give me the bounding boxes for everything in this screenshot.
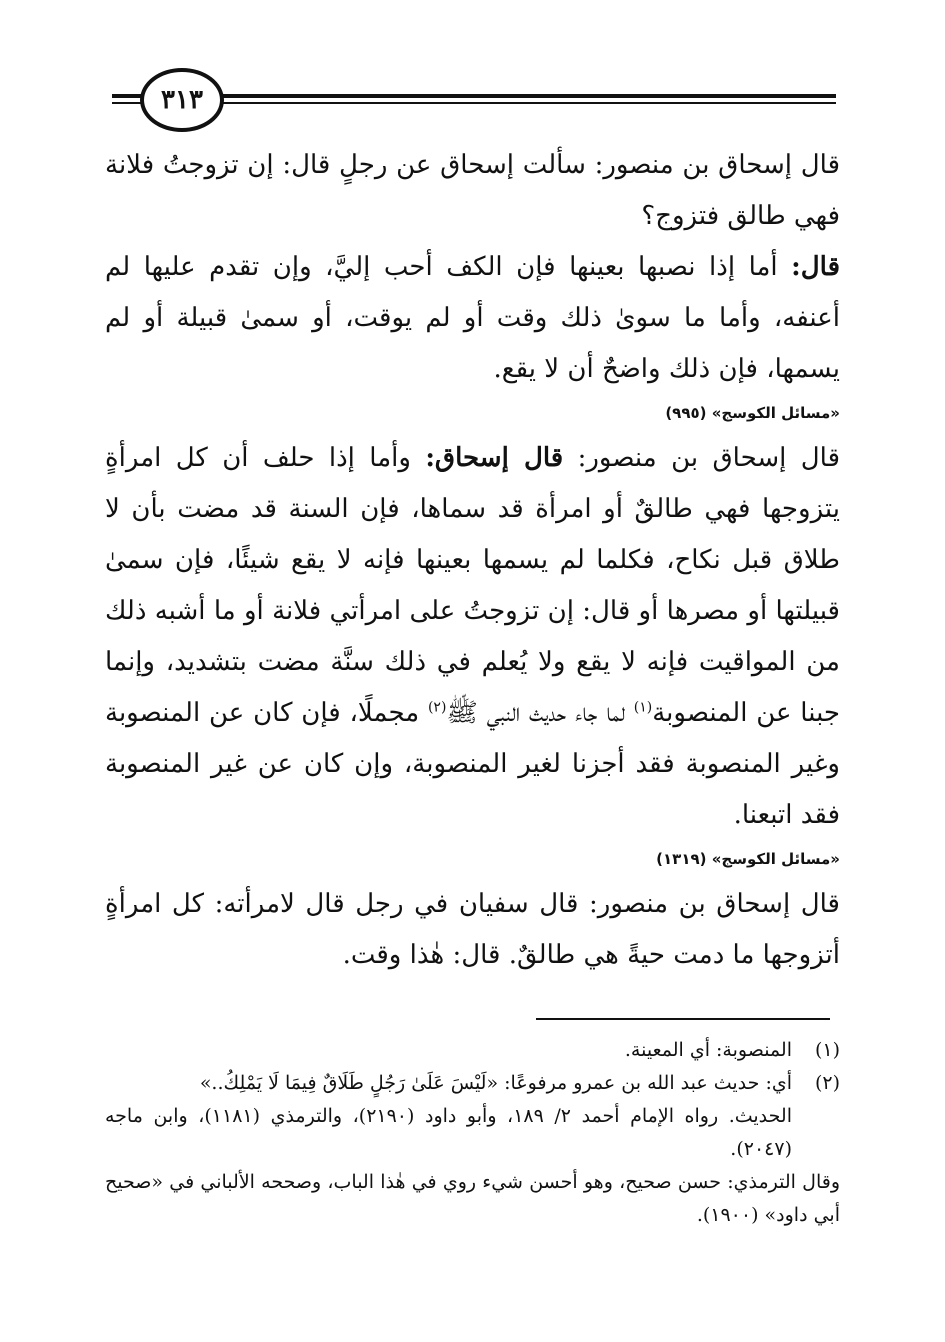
footnote-2 xyxy=(105,1067,840,1100)
footnotes xyxy=(105,1034,840,1232)
footnote-separator xyxy=(536,1018,830,1020)
paragraph-question-2 xyxy=(105,433,840,841)
footnote-number: (٢) xyxy=(814,1072,840,1094)
source-citation-2: «مسائل الكوسج» (١٣١٩) xyxy=(656,850,840,868)
page-header xyxy=(0,62,945,134)
speaker-label: قال: xyxy=(791,252,840,282)
paragraph-question-3 xyxy=(105,879,840,981)
footnote-text: المنصوبة: أي المعينة. xyxy=(624,1039,792,1061)
footnote-text: أي: حديث عبد الله بن عمرو مرفوعًا: «لَيْسَ عَلَىٰ رَجُلٍ طَلَاقٌ فِيمَا لَا يَمْلِكُ..» xyxy=(199,1072,792,1094)
footnote-1 xyxy=(105,1034,840,1067)
paragraph-question-1 xyxy=(105,140,840,242)
paragraph-text: لما جاء حديث النبي ﷺ xyxy=(446,698,634,728)
footnote-2-continuation: الحديث. رواه الإمام أحمد ٢/ ١٨٩، وأبو داود (٢١٩٠)، والترمذي (١١٨١)، وابن ماجه (٢٠٤٧). xyxy=(105,1105,792,1160)
main-text xyxy=(105,140,840,981)
speaker-label: قال إسحاق: xyxy=(425,443,564,473)
paragraph-text: قال إسحاق بن منصور: xyxy=(563,443,840,473)
paragraph-text: قال إسحاق بن منصور: قال سفيان في رجل قال لامرأته: كل امرأةٍ أتزوجها ما دمت حيةً هي طالقٌ. قال: هٰذا وقت. xyxy=(105,889,840,970)
footnote-ref-2[interactable]: (٢) xyxy=(427,699,447,716)
paragraph-text: أما إذا نصبها بعينها فإن الكف أحب إليَّ، وإن تقدم عليها لم أعنفه، وأما ما سوىٰ ذلك وقت أو لم يوقت، أو سمىٰ قبيلة أو لم يسمها، فإن ذلك واضحٌ أن لا يقع. xyxy=(105,252,840,384)
paragraph-text: مجملًا، فإن كان عن المنصوبة وغير المنصوبة فقد أجزنا لغير المنصوبة، وإن كان عن غير المنصوبة فقد اتبعنا. xyxy=(105,698,840,830)
paragraph-text: قال إسحاق بن منصور: سألت إسحاق عن رجلٍ قال: إن تزوجتُ فلانة فهي طالق فتزوج؟ xyxy=(105,150,840,231)
page-number: ٣١٣ xyxy=(140,68,224,132)
paragraph-text: وأما إذا حلف أن كل امرأةٍ يتزوجها فهي طالقٌ أو امرأة قد سماها، فإن السنة قد مضت بأن لا طلاق قبل نكاح، فكلما لم يسمها بعينها فإنه لا يقع شيئًا، فإن سمىٰ قبيلتها أو مصرها أو قال: إن تزوجتُ على امرأتي فلانة أو ما أشبه ذلك من المواقيت فإنه لا يقع ولا يُعلم في ذلك سنَّة مضت بتشديد، وإنما جبنا عن المنصوبة xyxy=(105,443,840,728)
source-citation-1: «مسائل الكوسج» (٩٩٥) xyxy=(665,404,840,422)
footnote-2-extra: وقال الترمذي: حسن صحيح، وهو أحسن شيء روي في هٰذا الباب، وصححه الألباني في «صحيح أبي داود» (١٩٠٠). xyxy=(105,1171,840,1226)
paragraph-answer-1 xyxy=(105,242,840,395)
footnote-ref-1[interactable]: (١) xyxy=(633,699,653,716)
footnote-number: (١) xyxy=(814,1039,840,1061)
